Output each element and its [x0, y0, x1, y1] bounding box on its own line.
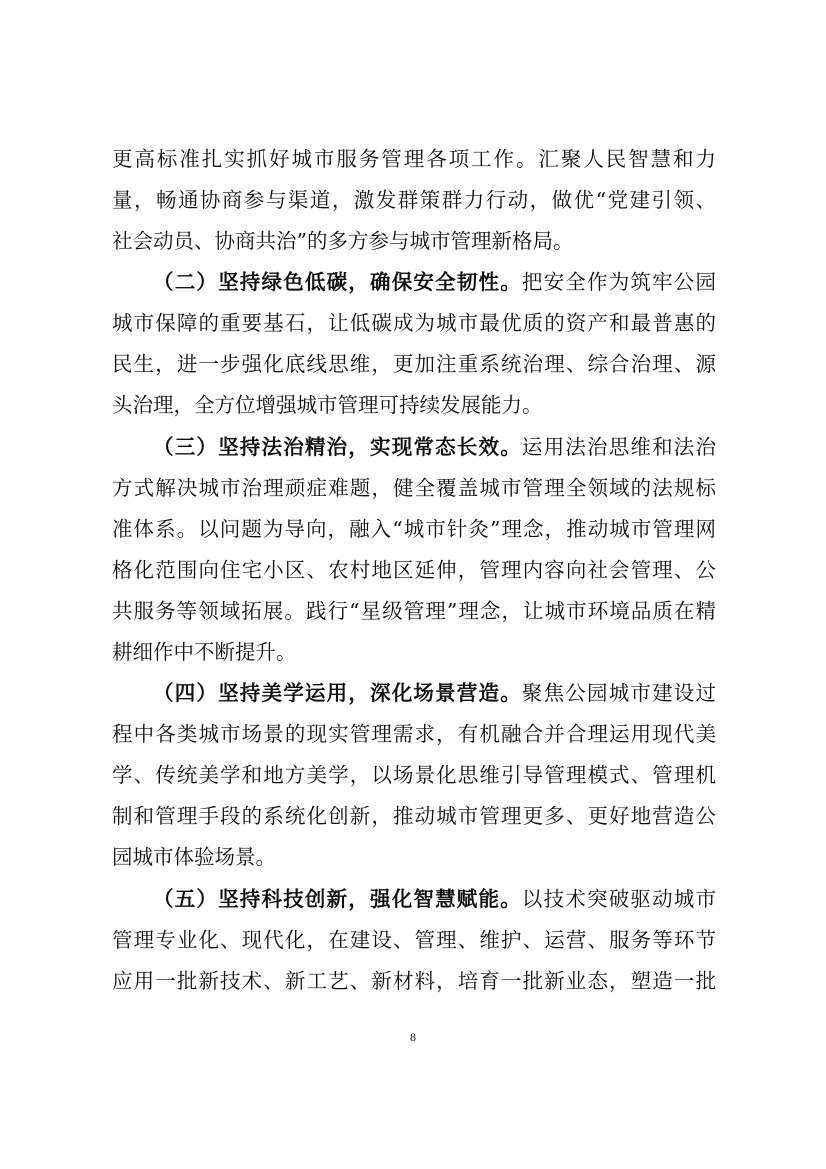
section-heading: （二）坚持绿色低碳，确保安全韧性。 [153, 270, 522, 294]
paragraph-line: 管理专业化、现代化，在建设、管理、维护、运营、服务等环节 [112, 928, 716, 952]
section-heading: （四）坚持美学运用，深化场景营造。 [153, 681, 522, 705]
section-heading: （三）坚持法治精治，实现常态长效。 [153, 435, 522, 459]
section-first-line [153, 879, 716, 919]
paragraph-line: 制和管理手段的系统化创新，推动城市管理更多、更好地营造公 [112, 804, 716, 828]
paragraph-line: 城市保障的重要基石，让低碳成为城市最优质的资产和最普惠的 [112, 311, 716, 335]
section-heading: （五）坚持科技创新，强化智慧赋能。 [153, 887, 522, 911]
paragraph-line: 更高标准扎实抓好城市服务管理各项工作。汇聚人民智慧和力 [112, 147, 716, 171]
paragraph-line: 耕细作中不断提升。 [112, 640, 297, 664]
paragraph-line: 方式解决城市治理顽症难题，健全覆盖城市管理全领域的法规标 [112, 476, 716, 500]
paragraph-line: 格化范围向住宅小区、农村地区延伸，管理内容向社会管理、公 [112, 558, 716, 582]
paragraph-text: 以技术突破驱动城市 [521, 887, 716, 911]
page-number: 8 [410, 1030, 416, 1044]
paragraph-line: 园城市体验场景。 [112, 845, 276, 869]
section-first-line [153, 262, 716, 302]
paragraph-line: 共服务等领域拓展。践行“星级管理”理念，让城市环境品质在精 [112, 599, 716, 623]
section-first-line [153, 673, 716, 713]
paragraph-line: 准体系。以问题为导向，融入“城市针灸”理念，推动城市管理网 [112, 517, 716, 541]
paragraph-line: 应用一批新技术、新工艺、新材料，培育一批新业态，塑造一批 [112, 969, 716, 993]
paragraph-text: 运用法治思维和法治 [521, 435, 716, 459]
paragraph-line: 学、传统美学和地方美学，以场景化思维引导管理模式、管理机 [112, 763, 716, 787]
section-first-line [153, 427, 716, 467]
paragraph-text: 聚焦公园城市建设过 [521, 681, 716, 705]
paragraph-line: 社会动员、协商共治”的多方参与城市管理新格局。 [112, 229, 574, 253]
paragraph-line: 头治理，全方位增强城市管理可持续发展能力。 [112, 393, 543, 417]
paragraph-text: 把安全作为筑牢公园 [521, 270, 716, 294]
paragraph-line: 民生，进一步强化底线思维，更加注重系统治理、综合治理、源 [112, 352, 716, 376]
paragraph-line: 程中各类城市场景的现实管理需求，有机融合并合理运用现代美 [112, 722, 716, 746]
paragraph-line: 量，畅通协商参与渠道，激发群策群力行动，做优“党建引领、 [112, 188, 716, 212]
